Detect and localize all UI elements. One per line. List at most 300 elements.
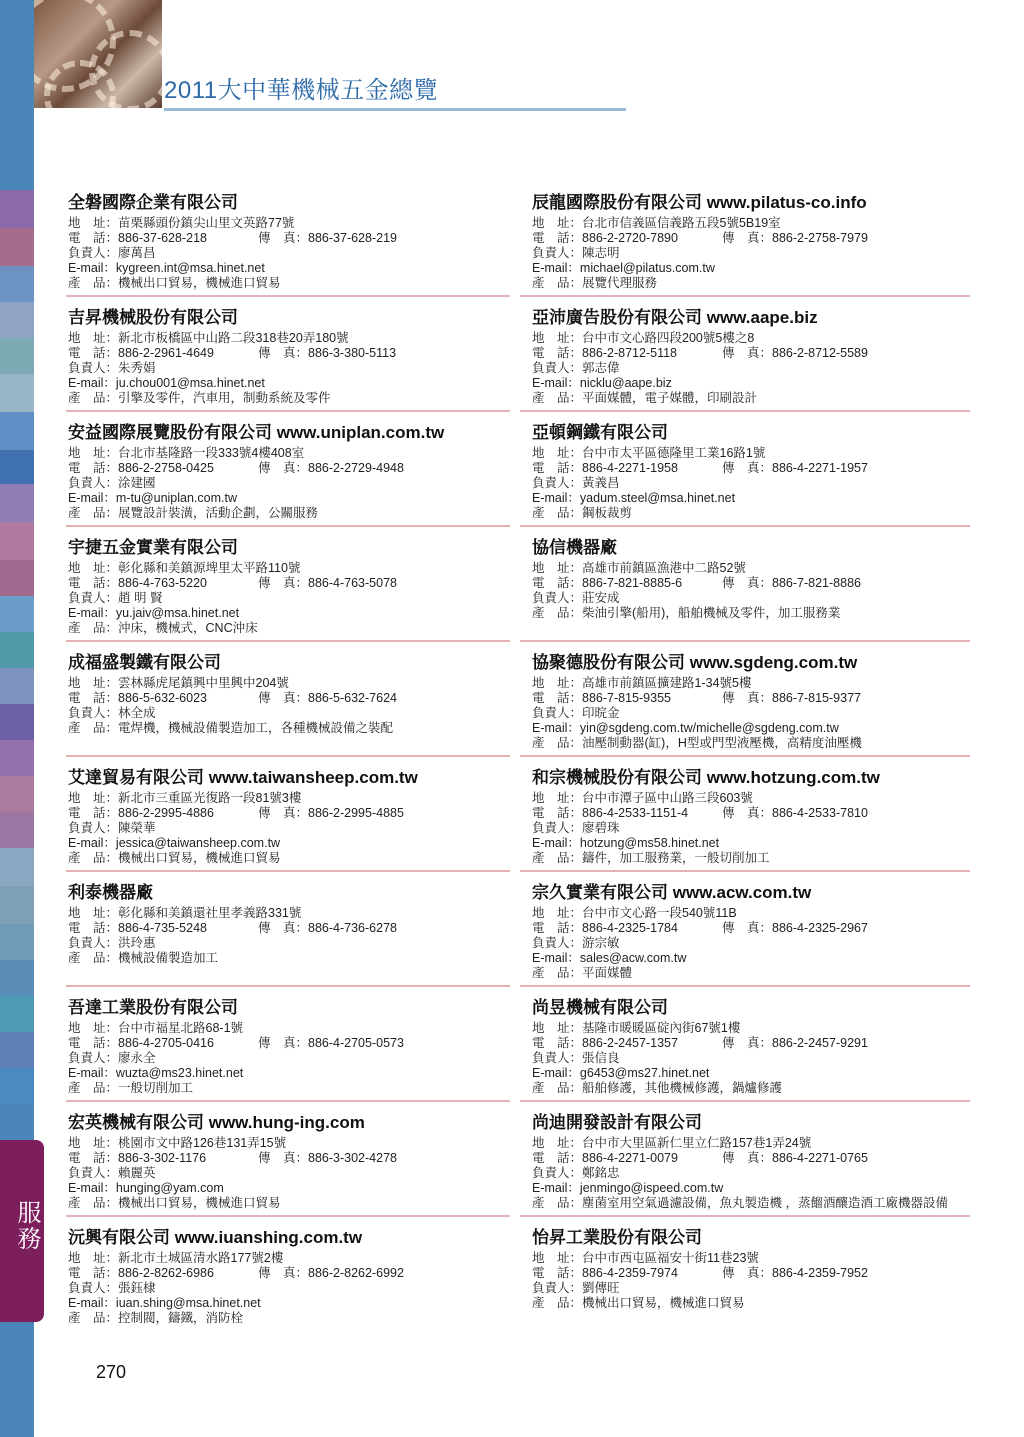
page-number: 270 — [96, 1362, 127, 1382]
contact-value: 趙 明 賢 — [118, 591, 163, 605]
phone-value: 886-2-2758-0425 — [118, 461, 214, 475]
title-underline — [164, 108, 626, 111]
email-value[interactable]: sales@acw.com.tw — [579, 951, 687, 965]
company-entry — [68, 1108, 508, 1211]
contact-label: 負責人： — [68, 706, 119, 720]
email-value[interactable]: michael@pilatus.com.tw — [579, 261, 715, 275]
contact-value: 游宗敏 — [582, 936, 620, 950]
contact-label: 負責人： — [532, 246, 583, 260]
address-label: 地 址： — [532, 906, 583, 920]
company-entry — [532, 648, 972, 751]
product-value: 機械出口貿易，機械進口貿易 — [582, 1296, 745, 1310]
address-line — [68, 446, 508, 461]
contact-label: 負責人： — [532, 476, 583, 490]
email-line — [532, 951, 972, 966]
strip-swatch — [0, 450, 34, 484]
email-line — [68, 1181, 508, 1196]
company-entry — [532, 1223, 972, 1311]
email-value[interactable]: yin@sgdeng.com.tw/michelle@sgdeng.com.tw — [579, 721, 839, 735]
product-label: 產 品： — [532, 966, 583, 980]
entry-divider — [66, 1215, 510, 1217]
phone-label: 電 話： — [68, 346, 119, 360]
strip-swatch — [0, 596, 34, 632]
contact-value: 郭志偉 — [582, 361, 620, 375]
phone-value: 886-2-2457-1357 — [582, 1036, 678, 1050]
phone-value: 886-4-735-5248 — [118, 921, 207, 935]
contact-label: 負責人： — [68, 821, 119, 835]
address-line — [532, 906, 972, 921]
email-value[interactable]: wuzta@ms23.hinet.net — [115, 1066, 244, 1080]
contact-label: 負責人： — [532, 591, 583, 605]
fax-group — [722, 806, 868, 821]
strip-swatch — [0, 522, 34, 560]
phone-line — [532, 691, 972, 706]
fax-label: 傳 真： — [722, 461, 773, 475]
contact-line — [68, 706, 508, 721]
phone-value: 886-7-815-9355 — [582, 691, 671, 705]
fax-value: 886-2-2995-4885 — [308, 806, 404, 820]
entry-divider — [520, 525, 970, 527]
product-line — [532, 736, 972, 751]
product-value: 控制閥，鑄鐵，消防栓 — [118, 1311, 244, 1325]
company-name: 宗久實業有限公司 www.acw.com.tw — [532, 883, 812, 902]
address-line — [68, 791, 508, 806]
phone-value: 886-2-2961-4649 — [118, 346, 214, 360]
entry-divider — [520, 1215, 970, 1217]
address-label: 地 址： — [532, 791, 583, 805]
email-value[interactable]: jenmingo@ispeed.com.tw — [579, 1181, 724, 1195]
fax-group — [722, 1036, 868, 1051]
phone-label: 電 話： — [532, 921, 583, 935]
address-label: 地 址： — [532, 446, 583, 460]
phone-value: 886-2-8262-6986 — [118, 1266, 214, 1280]
contact-label: 負責人： — [68, 361, 119, 375]
page-title: 2011大中華機械五金總覽 — [164, 77, 439, 104]
email-value[interactable]: m-tu@uniplan.com.tw — [115, 491, 237, 505]
phone-line — [532, 806, 972, 821]
email-line — [532, 261, 972, 276]
fax-label: 傳 真： — [258, 1266, 309, 1280]
phone-label: 電 話： — [68, 1151, 119, 1165]
contact-value: 洪玲惠 — [118, 936, 156, 950]
phone-value: 886-4-2325-1784 — [582, 921, 678, 935]
fax-label: 傳 真： — [258, 346, 309, 360]
contact-label: 負責人： — [532, 1166, 583, 1180]
email-value[interactable]: nicklu@aape.biz — [579, 376, 672, 390]
company-name: 尚昱機械有限公司 — [532, 998, 668, 1017]
product-line — [532, 1296, 972, 1311]
fax-group — [722, 1151, 868, 1166]
email-label: E-mail： — [68, 376, 116, 390]
product-label: 產 品： — [532, 391, 583, 405]
fax-group — [722, 576, 861, 591]
address-value: 新北市土城區清水路177號2樓 — [118, 1251, 284, 1265]
strip-swatch — [0, 338, 34, 374]
fax-label: 傳 真： — [722, 346, 773, 360]
product-line — [68, 721, 508, 736]
fax-value: 886-4-763-5078 — [308, 576, 397, 590]
strip-swatch — [0, 924, 34, 960]
email-line — [68, 836, 508, 851]
company-entry — [532, 303, 972, 406]
entry-divider — [520, 640, 970, 642]
email-line — [532, 1066, 972, 1081]
fax-value: 886-7-821-8886 — [772, 576, 861, 590]
phone-line — [532, 921, 972, 936]
phone-label: 電 話： — [532, 461, 583, 475]
phone-label: 電 話： — [68, 576, 119, 590]
email-value[interactable]: hotzung@ms58.hinet.net — [579, 836, 720, 850]
product-value: 塵菌室用空氣過濾設備，魚丸製造機 ，蒸餾酒釀造酒工廠機器設備 — [582, 1196, 948, 1210]
strip-swatch — [0, 412, 34, 450]
address-value: 台中市福星北路68-1號 — [118, 1021, 244, 1035]
contact-line — [68, 1281, 508, 1296]
strip-swatch — [0, 886, 34, 924]
product-label: 產 品： — [532, 506, 583, 520]
strip-swatch — [0, 812, 34, 848]
product-label: 產 品： — [68, 391, 119, 405]
address-line — [68, 1021, 508, 1036]
company-name: 宇捷五金實業有限公司 — [68, 538, 238, 557]
contact-value: 陳榮華 — [118, 821, 156, 835]
strip-swatch — [0, 668, 34, 704]
product-label: 產 品： — [68, 276, 119, 290]
company-name: 辰龍國際股份有限公司 www.pilatus-co.info — [532, 193, 867, 212]
phone-line — [532, 1036, 972, 1051]
address-label: 地 址： — [532, 561, 583, 575]
email-label: E-mail： — [532, 836, 580, 850]
product-value: 沖床，機械式，CNC沖床 — [118, 621, 258, 635]
email-line — [68, 261, 508, 276]
fax-group — [722, 691, 861, 706]
product-label: 產 品： — [68, 951, 119, 965]
company-entry — [532, 878, 972, 981]
company-name: 全磐國際企業有限公司 — [68, 193, 238, 212]
address-value: 台中市潭子區中山路三段603號 — [582, 791, 753, 805]
entry-divider — [520, 985, 970, 987]
fax-group — [722, 346, 868, 361]
contact-line — [68, 936, 508, 951]
entry-divider — [520, 295, 970, 297]
address-label: 地 址： — [68, 1251, 119, 1265]
email-label: E-mail： — [532, 951, 580, 965]
phone-label: 電 話： — [68, 231, 119, 245]
phone-value: 886-4-2533-1151-4 — [582, 806, 689, 820]
address-value: 台中市文心路一段540號11B — [582, 906, 737, 920]
fax-group — [258, 1151, 397, 1166]
contact-label: 負責人： — [532, 936, 583, 950]
address-label: 地 址： — [68, 561, 119, 575]
address-line — [532, 1021, 972, 1036]
address-value: 基隆市暖暖區碇內街67號1樓 — [582, 1021, 741, 1035]
phone-line — [532, 576, 972, 591]
address-line — [532, 216, 972, 231]
strip-swatch — [0, 190, 34, 228]
email-line — [532, 1181, 972, 1196]
company-entry — [68, 878, 508, 966]
contact-value: 陳志明 — [582, 246, 620, 260]
address-value: 台中市文心路四段200號5樓之8 — [582, 331, 755, 345]
entry-divider — [66, 525, 510, 527]
product-line — [68, 391, 508, 406]
fax-value: 886-2-8262-6992 — [308, 1266, 404, 1280]
strip-swatch — [0, 996, 34, 1032]
phone-value: 886-2-2995-4886 — [118, 806, 214, 820]
entry-divider — [66, 755, 510, 757]
contact-line — [68, 1051, 508, 1066]
company-name: 協聚德股份有限公司 www.sgdeng.com.tw — [532, 653, 858, 672]
strip-swatch — [0, 960, 34, 996]
contact-line — [532, 1166, 972, 1181]
product-label: 產 品： — [68, 721, 119, 735]
address-label: 地 址： — [532, 1136, 583, 1150]
company-name: 尚迪開發設計有限公司 — [532, 1113, 702, 1132]
fax-label: 傳 真： — [722, 1266, 773, 1280]
contact-label: 負責人： — [532, 1051, 583, 1065]
email-value[interactable]: kygreen.int@msa.hinet.net — [115, 261, 265, 275]
email-label: E-mail： — [532, 376, 580, 390]
fax-value: 886-7-815-9377 — [772, 691, 861, 705]
company-name: 吉昇機械股份有限公司 — [68, 308, 238, 327]
address-label: 地 址： — [68, 791, 119, 805]
fax-label: 傳 真： — [258, 576, 309, 590]
company-entry — [532, 1108, 972, 1211]
email-label: E-mail： — [532, 491, 580, 505]
product-line — [532, 1081, 972, 1096]
email-label: E-mail： — [68, 261, 116, 275]
fax-value: 886-2-2457-9291 — [772, 1036, 868, 1050]
contact-label: 負責人： — [68, 936, 119, 950]
address-value: 台北市信義區信義路五段5號5B19室 — [582, 216, 781, 230]
phone-line — [532, 461, 972, 476]
fax-value: 886-4-2271-0765 — [772, 1151, 868, 1165]
company-name: 成福盛製鐵有限公司 — [68, 653, 221, 672]
contact-label: 負責人： — [68, 1281, 119, 1295]
address-value: 台中市西屯區福安十街11巷23號 — [582, 1251, 759, 1265]
email-line — [532, 836, 972, 851]
product-line — [532, 966, 972, 981]
fax-group — [258, 576, 397, 591]
address-label: 地 址： — [68, 1021, 119, 1035]
phone-label: 電 話： — [532, 691, 583, 705]
fax-group — [258, 1266, 404, 1281]
product-line — [532, 391, 972, 406]
email-value[interactable]: iuan.shing@msa.hinet.net — [115, 1296, 261, 1310]
fax-value: 886-4-2325-2967 — [772, 921, 868, 935]
phone-label: 電 話： — [68, 461, 119, 475]
email-value[interactable]: ju.chou001@msa.hinet.net — [115, 376, 265, 390]
product-value: 平面媒體 — [582, 966, 633, 980]
phone-label: 電 話： — [68, 921, 119, 935]
contact-line — [532, 706, 972, 721]
contact-line — [68, 821, 508, 836]
fax-label: 傳 真： — [258, 921, 309, 935]
strip-swatch — [0, 374, 34, 412]
phone-label: 電 話： — [68, 691, 119, 705]
address-line — [532, 676, 972, 691]
product-label: 產 品： — [532, 1196, 583, 1210]
contact-value: 張信良 — [582, 1051, 620, 1065]
fax-group — [722, 921, 868, 936]
address-label: 地 址： — [532, 216, 583, 230]
product-label: 產 品： — [68, 621, 119, 635]
email-line — [532, 376, 972, 391]
phone-label: 電 話： — [532, 806, 583, 820]
entry-divider — [520, 870, 970, 872]
address-label: 地 址： — [532, 676, 583, 690]
contact-line — [68, 591, 508, 606]
contact-value: 朱秀娟 — [118, 361, 156, 375]
fax-label: 傳 真： — [722, 576, 773, 590]
contact-value: 印晥金 — [582, 706, 620, 720]
strip-swatch — [0, 1032, 34, 1068]
strip-swatch — [0, 484, 34, 522]
company-entry — [68, 418, 508, 521]
strip-swatch — [0, 266, 34, 302]
fax-label: 傳 真： — [722, 231, 773, 245]
product-line — [68, 1081, 508, 1096]
fax-group — [722, 1266, 868, 1281]
address-label: 地 址： — [532, 331, 583, 345]
email-label: E-mail： — [68, 1181, 116, 1195]
fax-group — [722, 231, 868, 246]
company-name: 宏英機械有限公司 www.hung-ing.com — [68, 1113, 365, 1132]
address-line — [68, 1251, 508, 1266]
strip-swatch — [0, 776, 34, 812]
contact-value: 張鈺棣 — [118, 1281, 156, 1295]
phone-label: 電 話： — [68, 1266, 119, 1280]
email-line — [68, 1296, 508, 1311]
fax-group — [722, 461, 868, 476]
product-label: 產 品： — [532, 1081, 583, 1095]
contact-value: 莊安成 — [582, 591, 620, 605]
contact-value: 賴麗英 — [118, 1166, 156, 1180]
product-value: 展覽代理服務 — [582, 276, 658, 290]
product-line — [68, 506, 508, 521]
product-value: 柴油引擎(船用)，船舶機械及零件，加工服務業 — [582, 606, 841, 620]
contact-label: 負責人： — [532, 361, 583, 375]
company-entry — [68, 648, 508, 736]
address-line — [68, 331, 508, 346]
product-value: 機械出口貿易，機械進口貿易 — [118, 1196, 281, 1210]
contact-line — [532, 246, 972, 261]
product-label: 產 品： — [68, 506, 119, 520]
product-label: 產 品： — [532, 1296, 583, 1310]
contact-label: 負責人： — [68, 476, 119, 490]
company-name: 沅興有限公司 www.iuanshing.com.tw — [68, 1228, 363, 1247]
fax-value: 886-37-628-219 — [308, 231, 397, 245]
contact-value: 黃義昌 — [582, 476, 620, 490]
contact-label: 負責人： — [532, 706, 583, 720]
phone-label: 電 話： — [532, 1036, 583, 1050]
fax-value: 886-4-736-6278 — [308, 921, 397, 935]
entry-divider — [66, 985, 510, 987]
fax-label: 傳 真： — [258, 1151, 309, 1165]
address-label: 地 址： — [68, 446, 119, 460]
contact-line — [68, 476, 508, 491]
phone-line — [68, 231, 508, 246]
phone-line — [532, 231, 972, 246]
product-label: 產 品： — [532, 276, 583, 290]
email-value[interactable]: yu.jaiv@msa.hinet.net — [115, 606, 240, 620]
email-label: E-mail： — [68, 606, 116, 620]
contact-value: 廖碧珠 — [582, 821, 620, 835]
company-entry — [68, 993, 508, 1096]
email-line — [532, 721, 972, 736]
address-label: 地 址： — [532, 1251, 583, 1265]
section-tab-label: 服務 — [13, 1200, 41, 1252]
fax-group — [258, 231, 397, 246]
fax-group — [258, 346, 396, 361]
company-entry — [532, 188, 972, 291]
address-label: 地 址： — [532, 1021, 583, 1035]
fax-label: 傳 真： — [258, 231, 309, 245]
address-value: 台中市大里區新仁里立仁路157巷1弄24號 — [582, 1136, 812, 1150]
address-line — [68, 216, 508, 231]
phone-value: 886-4-2271-1958 — [582, 461, 678, 475]
fax-value: 886-2-8712-5589 — [772, 346, 868, 360]
fax-value: 886-4-2705-0573 — [308, 1036, 404, 1050]
product-value: 一般切削加工 — [118, 1081, 194, 1095]
company-entry — [68, 1223, 508, 1326]
email-value[interactable]: hunging@yam.com — [115, 1181, 224, 1195]
contact-line — [532, 591, 972, 606]
company-entry — [68, 533, 508, 636]
product-line — [532, 1196, 972, 1211]
fax-group — [258, 806, 404, 821]
contact-line — [532, 821, 972, 836]
phone-label: 電 話： — [68, 806, 119, 820]
product-line — [532, 506, 972, 521]
product-line — [532, 276, 972, 291]
email-label: E-mail： — [532, 261, 580, 275]
product-label: 產 品： — [532, 851, 583, 865]
product-line — [68, 851, 508, 866]
contact-label: 負責人： — [68, 1051, 119, 1065]
email-value[interactable]: jessica@taiwansheep.com.tw — [115, 836, 281, 850]
contact-label: 負責人： — [68, 1166, 119, 1180]
address-value: 高雄市前鎮區漁港中二路52號 — [582, 561, 746, 575]
email-label: E-mail： — [68, 1066, 116, 1080]
product-line — [68, 621, 508, 636]
contact-line — [68, 361, 508, 376]
email-label: E-mail： — [68, 836, 116, 850]
phone-label: 電 話： — [68, 1036, 119, 1050]
company-entry — [68, 188, 508, 291]
email-line — [532, 491, 972, 506]
fax-group — [258, 921, 397, 936]
address-label: 地 址： — [68, 1136, 119, 1150]
email-label: E-mail： — [532, 1181, 580, 1195]
address-value: 彰化縣和美鎮還社里孝義路331號 — [118, 906, 302, 920]
email-value[interactable]: g6453@ms27.hinet.net — [579, 1066, 710, 1080]
company-entry — [532, 763, 972, 866]
address-label: 地 址： — [68, 906, 119, 920]
contact-value: 鄭銘忠 — [582, 1166, 620, 1180]
fax-value: 886-3-302-4278 — [308, 1151, 397, 1165]
product-value: 船舶修護，其他機械修護，鍋爐修護 — [582, 1081, 783, 1095]
product-label: 產 品： — [532, 736, 583, 750]
email-value[interactable]: yadum.steel@msa.hinet.net — [579, 491, 736, 505]
address-line — [532, 791, 972, 806]
product-value: 機械設備製造加工 — [118, 951, 219, 965]
product-value: 展覽設計裝潢，活動企劃，公關服務 — [118, 506, 319, 520]
phone-label: 電 話： — [532, 576, 583, 590]
company-entry — [532, 533, 972, 621]
fax-label: 傳 真： — [258, 806, 309, 820]
strip-swatch — [0, 228, 34, 266]
company-name: 協信機器廠 — [532, 538, 617, 557]
